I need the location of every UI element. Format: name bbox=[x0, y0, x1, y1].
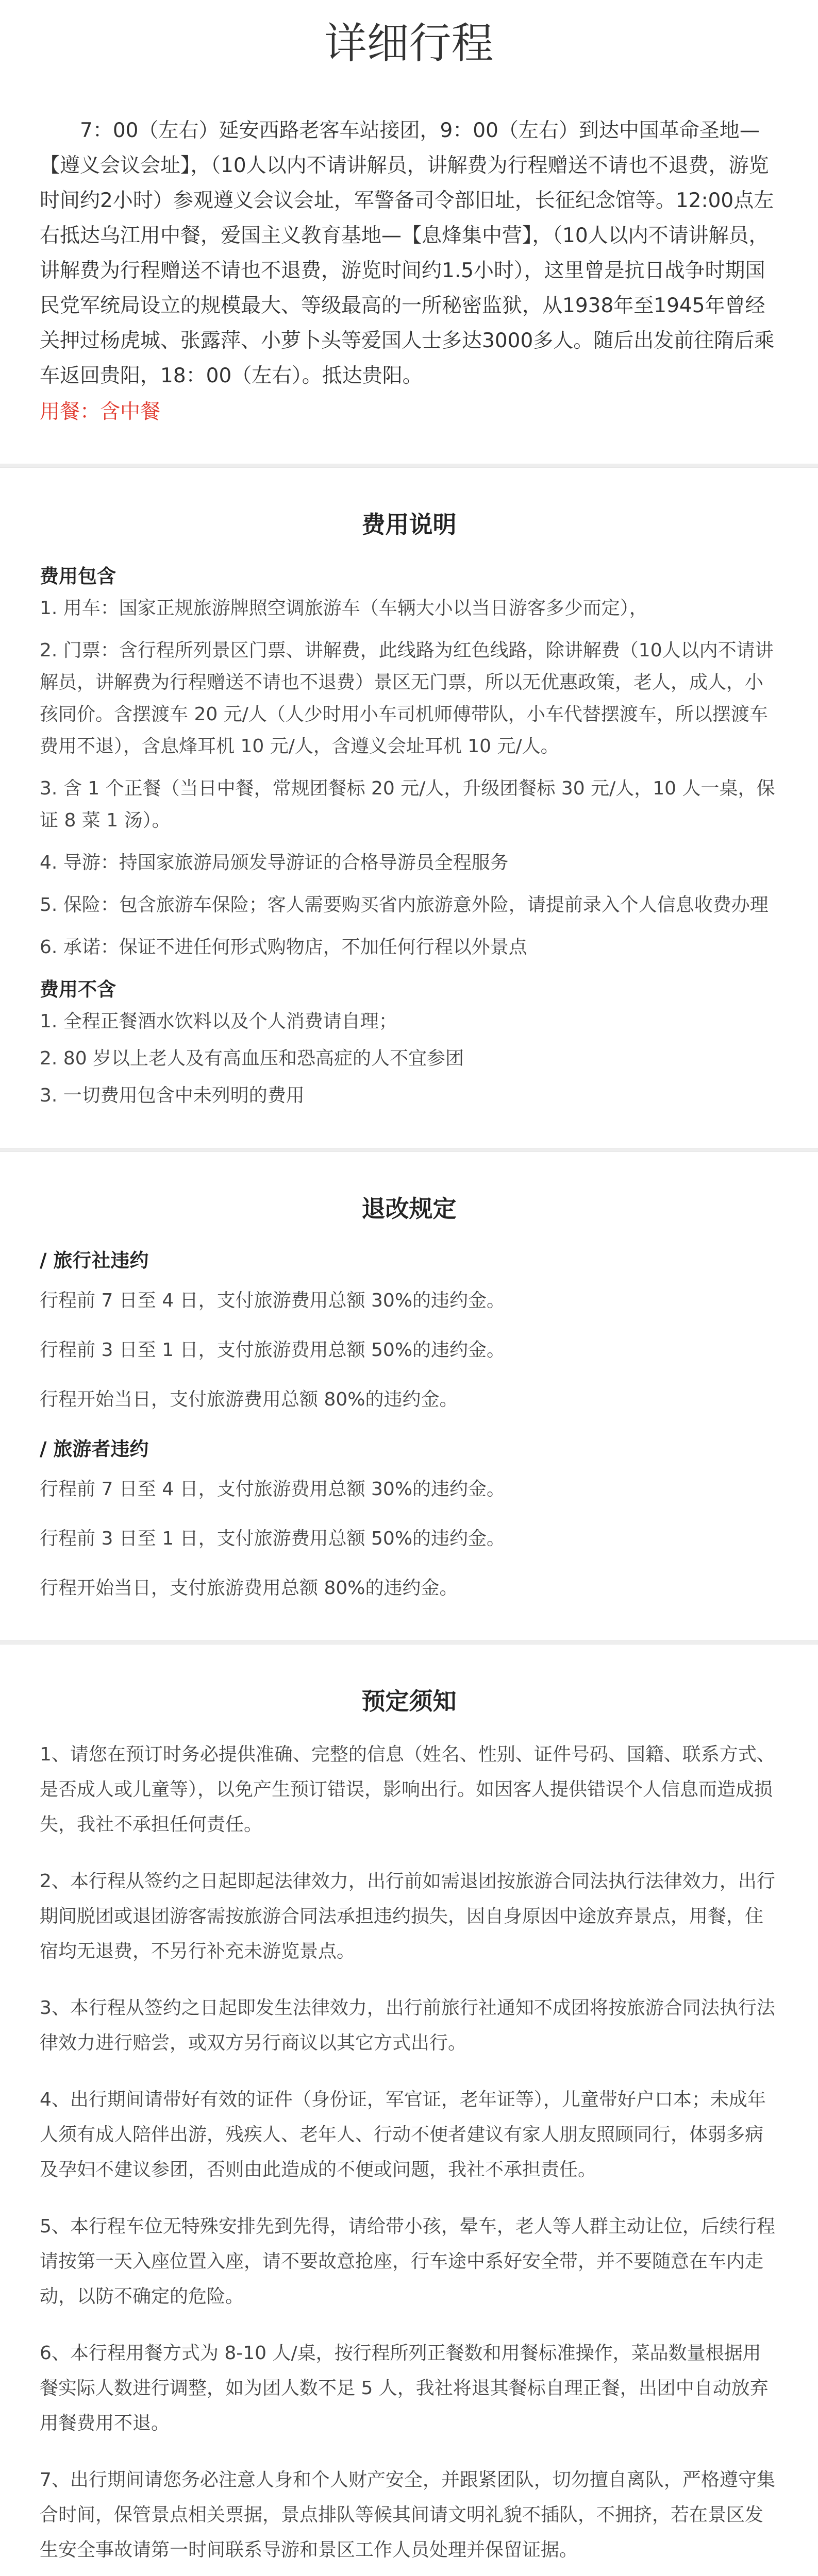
fees-included-item: 3. 含 1 个正餐（当日中餐，常规团餐标 20 元/人，升级团餐标 30 元/人，10 人一桌，保证 8 菜 1 汤）。 bbox=[40, 778, 775, 831]
refund-agency-rule: 行程前 3 日至 1 日，支付旅游费用总额 50%的违约金。 bbox=[40, 1340, 506, 1361]
refund-tourist-rule: 行程前 3 日至 1 日，支付旅游费用总额 50%的违约金。 bbox=[40, 1528, 506, 1549]
notice-title: 预定须知 bbox=[361, 1687, 457, 1715]
itinerary-text: 7：00（左右）延安西路老客车站接团，9：00（左右）到达中国革命圣地—【遵义会议会址】，（10人以内不请讲解员，讲解费为行程赠送不请也不退费，游览时间约2小时）参观遵义会议会址，军警备司令部旧址，长征纪念馆等。12:00点左右抵达乌江用中餐，爱国主义教育基地—【息烽集中营】，（10人以内不请讲解员，讲解费为行程赠送不请也不退费，游览时间约1.5小时），这里曾是抗日战争时期国民党军统局设立的规模最大、等级最高的一所秘密监狱，从1938年至1945年曾经关押过杨虎城、张露萍、小萝卜头等爱国人士多达3000多人。随后出发前往隋后乘车返回贵阳，18：00（左右）。抵达贵阳。 bbox=[40, 119, 775, 387]
notice-item: 7、出行期间请您务必注意人身和个人财产安全，并跟紧团队，切勿擅自离队，严格遵守集合时间，保管景点相关票据，景点排队等候其间请文明礼貌不插队，不拥挤，若在景区发生安全事故请第一时间联系导游和景区工作人员处理并保留证据。 bbox=[40, 2469, 775, 2561]
fees-included-item: 5. 保险：包含旅游车保险；客人需要购买省内旅游意外险，请提前录入个人信息收费办理 bbox=[40, 894, 769, 916]
fees-content bbox=[40, 561, 778, 1112]
meal-note: 用餐：含中餐 bbox=[40, 400, 161, 423]
fees-included-item: 1. 用车：国家正规旅游牌照空调旅游车（车辆大小以当日游客多少而定）， bbox=[40, 598, 648, 619]
refund-agency-head: / 旅行社违约 bbox=[40, 1249, 149, 1272]
fees-excluded-item: 1. 全程正餐酒水饮料以及个人消费请自理； bbox=[40, 1011, 397, 1032]
section-divider bbox=[0, 1640, 818, 1645]
fees-excluded-item: 3. 一切费用包含中未列明的费用 bbox=[40, 1085, 305, 1106]
notice-content bbox=[40, 1737, 778, 2576]
fees-included-item: 4. 导游：持国家旅游局颁发导游证的合格导游员全程服务 bbox=[40, 852, 509, 873]
notice-item: 3、本行程从签约之日起即发生法律效力，出行前旅行社通知不成团将按旅游合同法执行法律效力进行赔尝，或双方另行商议以其它方式出行。 bbox=[40, 1997, 775, 2054]
section-divider bbox=[0, 464, 818, 468]
refund-agency-rule: 行程前 7 日至 4 日，支付旅游费用总额 30%的违约金。 bbox=[40, 1290, 506, 1311]
refund-agency-rule: 行程开始当日，支付旅游费用总额 80%的违约金。 bbox=[40, 1389, 458, 1410]
fees-excluded-item: 2. 80 岁以上老人及有高血压和恐高症的人不宜参团 bbox=[40, 1048, 464, 1069]
refund-tourist-head: / 旅游者违约 bbox=[40, 1438, 149, 1460]
notice-item: 1、请您在预订时务必提供准确、完整的信息（姓名、性别、证件号码、国籍、联系方式、是否成人或儿童等），以免产生预订错误，影响出行。如因客人提供错误个人信息而造成损失，我社不承担任何责任。 bbox=[40, 1744, 775, 1835]
notice-item: 2、本行程从签约之日起即起法律效力，出行前如需退团按旅游合同法执行法律效力，出行期间脱团或退团游客需按旅游合同法承担违约损失，因自身原因中途放弃景点，用餐，住宿均无退费，不另行补充未游览景点。 bbox=[40, 1871, 775, 1962]
refund-tourist-rule: 行程前 7 日至 4 日，支付旅游费用总额 30%的违约金。 bbox=[40, 1479, 506, 1500]
refund-content bbox=[40, 1245, 778, 1604]
page-title: 详细行程 bbox=[324, 19, 494, 68]
fees-included-item: 2. 门票：含行程所列景区门票、讲解费，此线路为红色线路，除讲解费（10人以内不请讲解员，讲解费为行程赠送不请也不退费）景区无门票，所以无优惠政策，老人，成人，小孩同价。含摆渡车 20 元/人（人少时用小车司机师傅带队，小车代替摆渡车，所以摆渡车费用不退），含息烽耳机 10 元/人，含遵义会址耳机 10 元/人。 bbox=[40, 640, 774, 757]
fees-excluded-head: 费用不含 bbox=[40, 978, 116, 1001]
notice-item: 6、本行程用餐方式为 8-10 人/桌，按行程所列正餐数和用餐标准操作，菜品数量根据用餐实际人数进行调整，如为团人数不足 5 人，我社将退其餐标自理正餐，出团中自动放弃用餐费用不退。 bbox=[40, 2343, 769, 2434]
refund-title: 退改规定 bbox=[361, 1195, 457, 1223]
fees-title: 费用说明 bbox=[361, 511, 457, 538]
notice-item: 4、出行期间请带好有效的证件（身份证，军官证，老年证等），儿童带好户口本；未成年人须有成人陪伴出游，残疾人、老年人、行动不便者建议有家人朋友照顾同行，体弱多病及孕妇不建议参团，否则由此造成的不便或问题，我社不承担责任。 bbox=[40, 2089, 766, 2180]
fees-included-item: 6. 承诺：保证不进任何形式购物店，不加任何行程以外景点 bbox=[40, 937, 527, 958]
section-divider bbox=[0, 1148, 818, 1152]
notice-item: 5、本行程车位无特殊安排先到先得，请给带小孩，晕车，老人等人群主动让位，后续行程请按第一天入座位置入座，请不要故意抢座，行车途中系好安全带，并不要随意在车内走动，以防不确定的危险。 bbox=[40, 2216, 775, 2307]
refund-tourist-rule: 行程开始当日，支付旅游费用总额 80%的违约金。 bbox=[40, 1578, 458, 1599]
fees-included-head: 费用包含 bbox=[40, 565, 116, 587]
